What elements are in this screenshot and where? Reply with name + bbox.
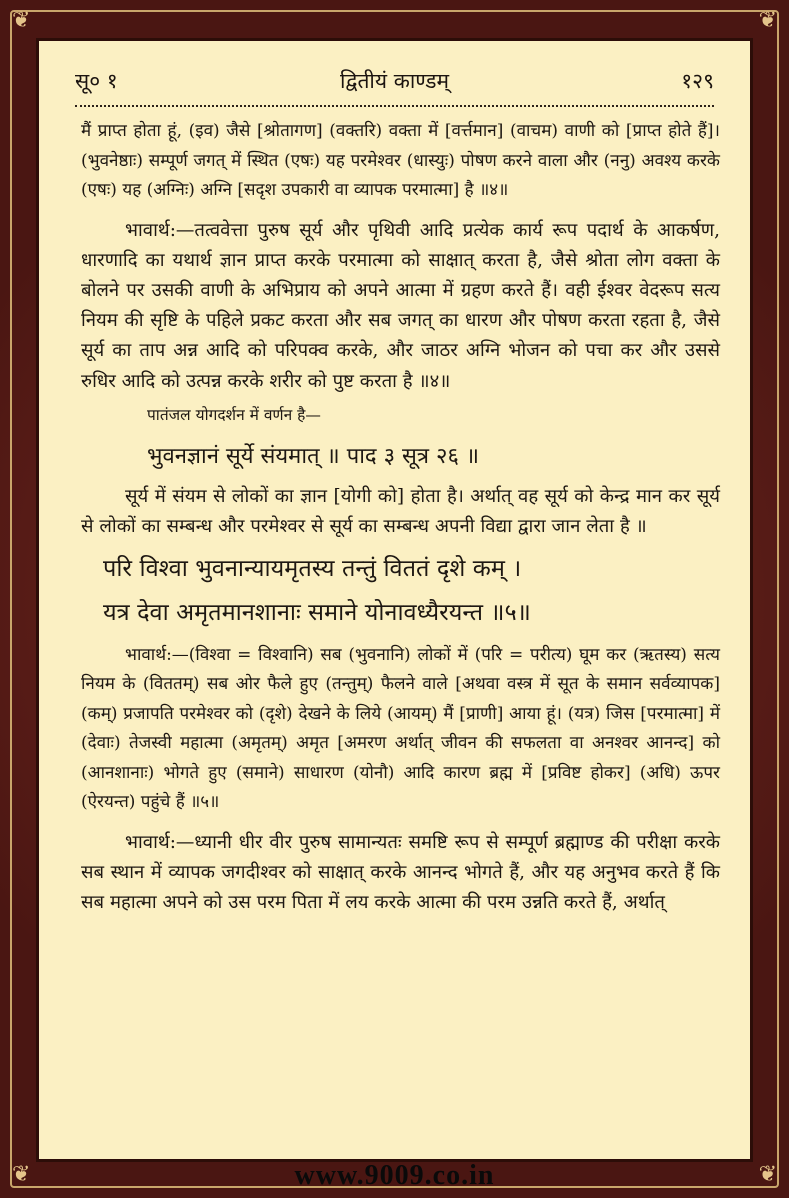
header-sukta-number: सू० १	[75, 69, 118, 93]
paragraph-bhavarth-5: भावार्थ:—ध्यानी धीर वीर पुरुष सामान्यतः समष्टि रूप से सम्पूर्ण ब्रह्माण्ड की परीक्षा करके सब स्थान में व्यापक जगदीश्वर को साक्षात् करके आनन्द भोगते हैं, और यह अनुभव करते हैं कि सब महात्मा अपने को उस परम पिता में लय करके आत्मा की परम उन्नति करते हैं, अर्थात्	[81, 831, 720, 914]
header-divider	[75, 105, 714, 107]
paragraph-translation-5: भावार्थ:—(विश्वा = विश्वानि) सब (भुवनानि) लोकों में (परि = परीत्य) घूम कर (ऋतस्य) सत्य नियम के (विततम्) सब ओर फैले हुए (तन्तुम्) फैलने वाले [अथवा वस्त्र में सूत के समान सर्वव्यापक] (कम्) प्रजापति परमेश्वर को (दृशे) देखने के लिये (आयम्) मैं [प्राणी] आया हूं। (यत्र) जिस [परमात्मा] में (देवाः) तेजस्वी महात्मा (अमृतम्) अमृत [अमरण अर्थात् जीवन की सफलता वा अनश्वर आनन्द] को (आनशानाः) भोगते हुए (समाने) साधारण (योनौ) आदि कारण ब्रह्म में [प्रविष्ट होकर] (अधि) ऊपर (ऐरयन्त) पहुंचे हैं ॥५॥	[81, 644, 720, 813]
corner-ornament-icon: ❦	[12, 8, 31, 33]
yoga-sutra-quote: भुवनज्ञानं सूर्ये संयमात् ॥ पाद ३ सूत्र २६ ॥	[147, 444, 480, 470]
corner-ornament-icon: ❦	[758, 1162, 777, 1187]
paragraph-translation-4: मैं प्राप्त होता हूं, (इव) जैसे [श्रोतागण] (वक्तरि) वक्ता में [वर्त्तमान] (वाचम) वाणी को [प्राप्त होते हैं]। (भुवनेष्ठाः) सम्पूर्ण जगत् में स्थित (एषः) यह परमेश्वर (धास्युः) पोषण करने वाला और (ननु) अवश्य करके (एषः) यह (अग्निः) अग्नि [सदृश उपकारी वा व्यापक परमात्मा] है ॥४॥	[81, 121, 720, 200]
paragraph-sutra-explanation: सूर्य में संयम से लोकों का ज्ञान [योगी को] होता है। अर्थात् वह सूर्य को केन्द्र मान कर सूर्य से लोकों का सम्बन्ध और परमेश्वर से सूर्य का सम्बन्ध अपनी विद्या द्वारा जान लेता है ॥	[81, 486, 720, 538]
book-page	[36, 38, 753, 1162]
page-header	[75, 61, 714, 101]
mantra-line-1: परि विश्वा भुवनान्यायमृतस्य तन्तुं विततं दृशे कम् ।	[103, 553, 522, 582]
mantra-line-2: यत्र देवा अमृतमानशानाः समाने योनावध्यैरयन्त ॥५॥	[103, 597, 531, 626]
page-body	[81, 117, 720, 918]
paragraph-intro: पातंजल योगदर्शन में वर्णन है—	[147, 405, 321, 424]
site-watermark: www.9009.co.in	[294, 1160, 495, 1191]
header-page-number: १२९	[681, 69, 714, 93]
paragraph-bhavarth-4: भावार्थ:—तत्ववेत्ता पुरुष सूर्य और पृथिवी आदि प्रत्येक कार्य रूप पदार्थ के आकर्षण, धारणादि का यथार्थ ज्ञान प्राप्त करके परमात्मा को साक्षात् करता है, जैसे श्रोता लोग वक्ता के बोलने पर उसकी वाणी के अभिप्राय को अपने आत्मा में ग्रहण करते हैं। वही ईश्वर वेदरूप सत्य नियम की सृष्टि के पहिले प्रकट करता और सब जगत् का धारण और पोषण करता रहता है, जैसे सूर्य का ताप अन्न आदि को परिपक्व करके, और जाठर अग्नि भोजन को पचा कर और उससे रुधिर आदि को उत्पन्न करके शरीर को पुष्ट करता है ॥४॥	[81, 219, 720, 392]
corner-ornament-icon: ❦	[758, 8, 777, 33]
corner-ornament-icon: ❦	[12, 1162, 31, 1187]
header-title: द्वितीयं काण्डम्	[339, 69, 450, 93]
